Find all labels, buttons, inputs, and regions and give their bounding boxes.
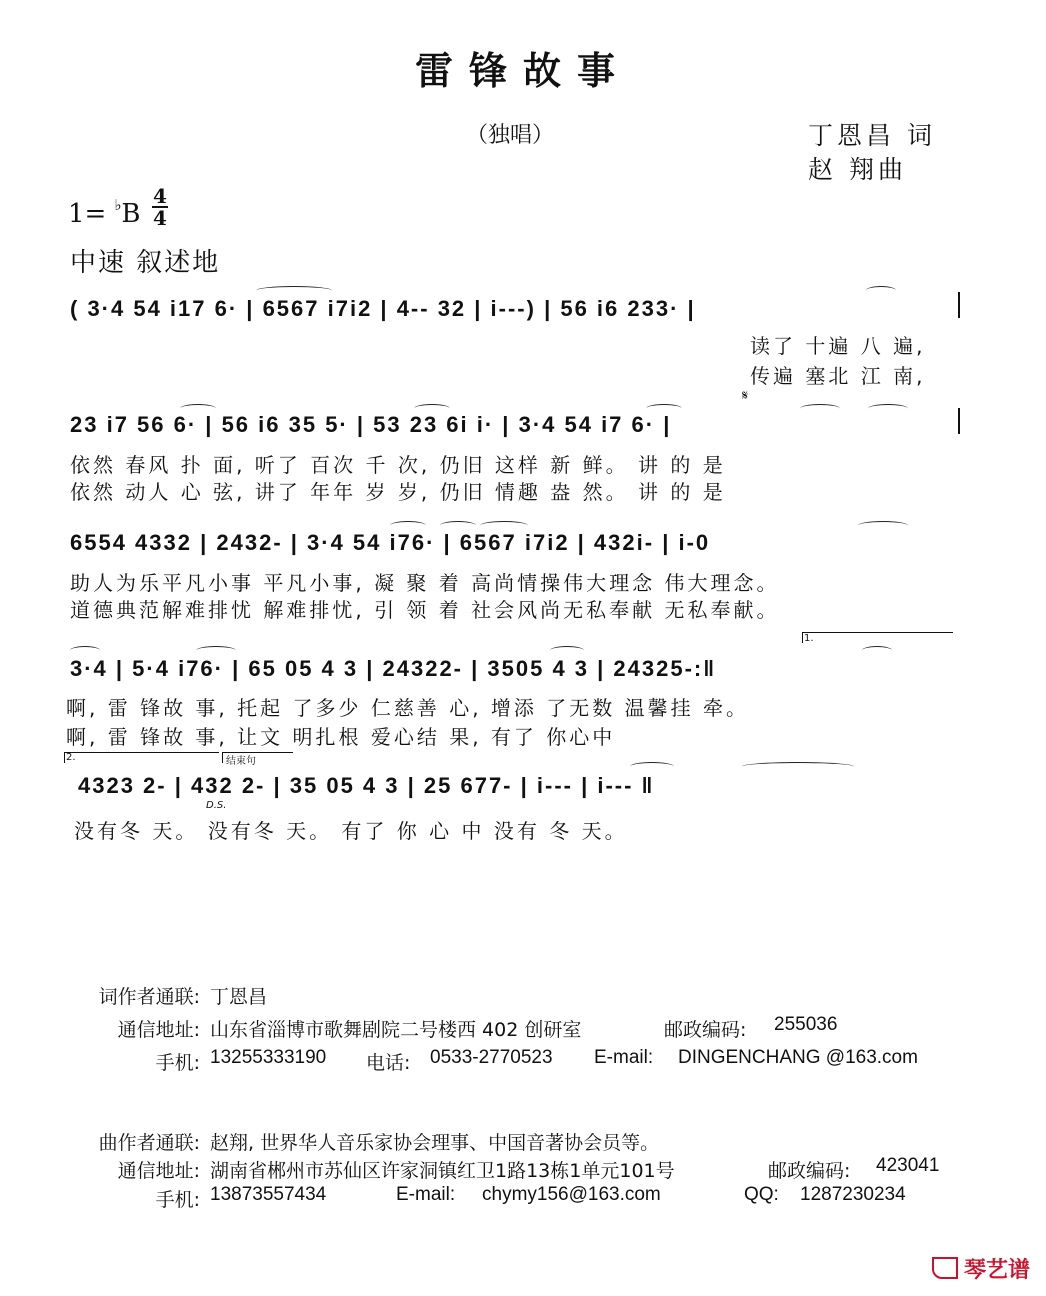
score-row-5-lyric-1: 没有冬 天。 没有冬 天。 有了 你 心 中 没有 冬 天。	[74, 819, 628, 843]
composer-email-label: E-mail:	[396, 1184, 456, 1205]
score-row-1-lyric-1: 读了 十遍 八 遍,	[750, 334, 926, 358]
score-row-4-lyric-1: 啊, 雷 锋故 事, 托起 了多少 仁慈善 心, 增添 了无数 温馨挂 牵。	[66, 696, 750, 720]
composer-credit: 赵 翔曲	[808, 155, 907, 184]
slur	[390, 521, 426, 530]
time-signature	[152, 186, 168, 228]
score-row-3-lyric-1: 助人为乐平凡小事 平凡小事, 凝 聚 着 高尚情操伟大理念 伟大理念。	[70, 571, 780, 595]
composer-qq: 1287230234	[800, 1184, 906, 1205]
composer-email: chymy156@163.com	[482, 1184, 661, 1205]
watermark-text: 琴艺谱	[963, 1258, 1030, 1283]
volta-2-label: 2.	[66, 752, 76, 763]
lyricist-address-label: 通信地址:	[117, 1019, 200, 1041]
lyricist-contact-label: 词作者通联:	[98, 986, 200, 1008]
score-row-4-notes: 3·4 | 5·4 i76· | 65 05 4 3 | 24322- | 3505 4 3 | 24325-:‖	[70, 656, 717, 681]
score-row-1-lyric-2: 传遍 塞北 江 南,	[750, 364, 926, 388]
lyricist-credit: 丁恩昌 词	[808, 121, 936, 150]
lyricist-name: 丁恩昌	[210, 986, 268, 1008]
score-row-3-notes: 6554 4332 | 2432- | 3·4 54 i76· | 6567 i7i2 | 432i- | i-0	[70, 530, 711, 555]
segno-icon: 𝄋	[742, 388, 749, 404]
lyricist-tel: 0533-2770523	[430, 1047, 553, 1068]
slur	[630, 762, 674, 771]
lyricist-tel-label: 电话:	[366, 1052, 411, 1074]
key-signature	[68, 196, 141, 229]
lyricist-email-label: E-mail:	[594, 1047, 654, 1068]
volta-1-label: 1.	[804, 633, 814, 644]
slur	[646, 404, 682, 413]
slur	[800, 404, 840, 413]
lyricist-phone: 13255333190	[210, 1047, 327, 1068]
tempo-marking: 中速 叙述地	[70, 248, 221, 278]
slur	[866, 286, 896, 295]
time-bottom: 4	[153, 206, 167, 230]
slur	[70, 646, 100, 655]
score-row-3-lyric-2: 道德典范解难排忧 解难排忧, 引 领 着 社会风尚无私奉献 无私奉献。	[70, 598, 780, 622]
slur	[868, 404, 908, 413]
barline	[958, 292, 960, 318]
ending-label: 结束句	[226, 756, 256, 767]
key-prefix: 1=	[68, 199, 107, 229]
lyricist-phone-label: 手机:	[155, 1052, 200, 1074]
lyricist-email: DINGENCHANG @163.com	[678, 1047, 918, 1068]
slur	[858, 521, 908, 530]
score-row-2-lyric-1: 依然 春风 扑 面, 听了 百次 千 次, 仍旧 这样 新 鲜。 讲 的 是	[70, 453, 726, 477]
slur	[862, 646, 892, 655]
performance-type: （独唱）	[466, 123, 555, 148]
composer-contact-label: 曲作者通联:	[98, 1132, 200, 1154]
composer-postcode: 423041	[876, 1155, 940, 1176]
volta-bracket-2	[64, 752, 219, 763]
score-row-4-lyric-2: 啊, 雷 锋故 事, 让文 明扎根 爱心结 果, 有了 你心中	[66, 725, 616, 749]
composer-phone: 13873557434	[210, 1184, 327, 1205]
tie	[742, 762, 854, 771]
song-title: 雷锋故事	[414, 48, 631, 93]
slur	[440, 521, 476, 530]
time-top: 4	[153, 184, 167, 208]
slur	[550, 646, 584, 655]
slur	[414, 404, 450, 413]
lyricist-postcode-label: 邮政编码:	[664, 1019, 747, 1041]
key-note: B	[121, 199, 141, 229]
flat-icon: ♭	[114, 196, 122, 214]
slur	[196, 646, 236, 655]
barline	[958, 408, 960, 434]
volta-bracket-1	[802, 632, 953, 643]
slur	[480, 521, 528, 530]
lyricist-address: 山东省淄博市歌舞剧院二号楼西 402 创研室	[210, 1019, 582, 1041]
slur	[256, 286, 332, 295]
score-row-2-notes: 23 i7 56 6· | 56 i6 35 5· | 53 23 6i i· | 3·4 54 i7 6· |	[70, 412, 672, 437]
score-row-2-lyric-2: 依然 动人 心 弦, 讲了 年年 岁 岁, 仍旧 情趣 盎 然。 讲 的 是	[70, 480, 726, 504]
logo-icon	[932, 1257, 958, 1279]
composer-phone-label: 手机:	[155, 1189, 200, 1211]
ds-marking: D.S.	[206, 800, 227, 811]
score-row-1-notes: ( 3·4 54 i17 6· | 6567 i7i2 | 4-- 32 | i---) | 56 i6 233· |	[70, 296, 696, 321]
composer-qq-label: QQ:	[744, 1184, 779, 1205]
composer-address-label: 通信地址:	[117, 1160, 200, 1182]
watermark-logo	[932, 1253, 1030, 1284]
slur	[180, 404, 216, 413]
composer-postcode-label: 邮政编码:	[768, 1160, 851, 1182]
score-row-5-notes: 4323 2- | 432 2- | 35 05 4 3 | 25 677- | i--- | i--- ‖	[78, 773, 655, 798]
lyricist-postcode: 255036	[774, 1014, 838, 1035]
composer-address: 湖南省郴州市苏仙区许家洞镇红卫1路13栋1单元101号	[210, 1160, 675, 1182]
composer-name: 赵翔, 世界华人音乐家协会理事、中国音著协会员等。	[210, 1132, 660, 1154]
